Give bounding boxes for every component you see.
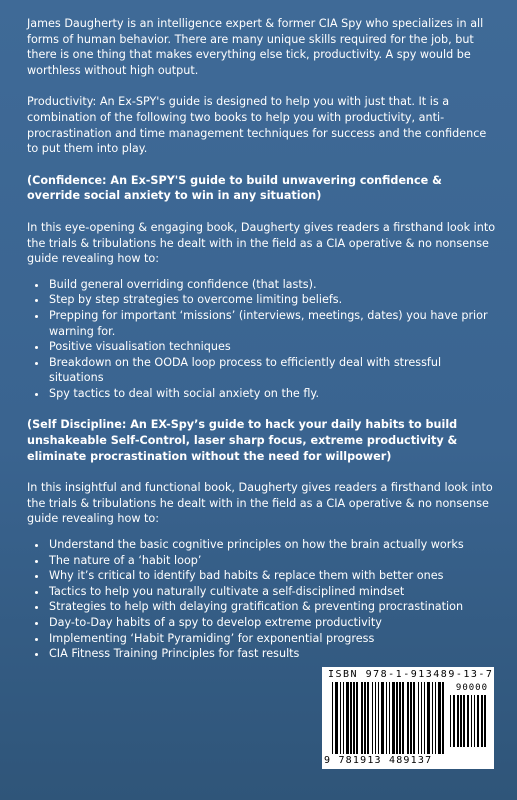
barcode-bar <box>484 695 486 747</box>
book1-bullet-list <box>27 277 497 402</box>
blurb-text <box>27 16 497 662</box>
list-item: • Build general overriding confidence (that lasts). <box>47 277 497 293</box>
book2-bullet-list <box>27 537 497 662</box>
barcode-bar <box>457 695 459 747</box>
book2-title: (Self Discipline: An EX-Spy’s guide to hack your daily habits to build unshakeable Self-Control, laser sharp focus, extreme productivity & eliminate procrastination without the need for willpower) <box>27 418 458 463</box>
intro-paragraph: James Daugherty is an intelligence expert & former CIA Spy who specializes in all forms of human behavior. There are many unique skills required for the job, but there is one thing that makes everything else tick, productivity. A spy would be worthless without high output. <box>27 17 484 77</box>
productivity-paragraph: Productivity: An Ex-SPY's guide is designed to help you with just that. It is a combination of the following two books to help you with productivity, anti-procrastination and time management techniques for success and the confidence to put them into play. <box>27 95 487 156</box>
barcode-bar <box>463 695 465 747</box>
barcode-bar <box>402 682 404 754</box>
barcode-bar <box>381 682 384 754</box>
addon-barcode-bars <box>450 695 488 747</box>
barcode-bar <box>477 695 479 747</box>
barcode-bar <box>427 682 430 754</box>
barcode-bar <box>481 695 483 747</box>
list-item: • Step by step strategies to overcome limiting beliefs. <box>47 292 497 308</box>
barcode-bar <box>413 682 415 754</box>
barcode-bar <box>418 682 419 754</box>
barcode-bar <box>474 695 475 747</box>
list-item: • Positive visualisation techniques <box>47 339 497 355</box>
barcode-bar <box>435 682 436 754</box>
barcode-bar <box>346 682 349 754</box>
barcode-bar <box>389 682 390 754</box>
barcode-bar <box>471 695 472 747</box>
list-item: • Breakdown on the OODA loop process to efficiently deal with stressful situations <box>47 355 497 386</box>
list-item: • CIA Fitness Training Principles for fast results <box>47 646 497 662</box>
barcode-bar <box>399 682 401 754</box>
list-item: • Day-to-Day habits of a spy to develop extreme productivity <box>47 615 497 631</box>
barcode-bar <box>335 682 338 754</box>
barcode-bar <box>460 695 462 747</box>
list-item: • Why it’s critical to identify bad habits & replace them with better ones <box>47 568 497 584</box>
barcode-bar <box>372 682 373 754</box>
price-code: 90000 <box>455 683 488 693</box>
barcode-bar <box>392 682 395 754</box>
barcode-bar <box>421 682 422 754</box>
barcode-bar <box>424 682 425 754</box>
barcode-bar <box>353 682 355 754</box>
barcode-bar <box>364 682 366 754</box>
book2-description: In this insightful and functional book, Daugherty gives readers a firsthand look into the trials & tribulations he dealt with in the field as a CIA operative & no nonsense guide revealing how to: <box>27 481 493 526</box>
barcode-bar <box>386 682 387 754</box>
barcode-bar <box>350 682 352 754</box>
barcode-bar <box>367 682 369 754</box>
barcode-bar <box>442 682 444 754</box>
barcode-bar <box>453 695 455 747</box>
list-item: • Implementing ‘Habit Pyramiding’ for exponential progress <box>47 631 497 647</box>
list-item: • The nature of a ‘habit loop’ <box>47 553 497 569</box>
barcode-bar <box>356 682 358 754</box>
barcode-bar <box>407 682 409 754</box>
barcode-bar <box>467 695 469 747</box>
barcode-bar <box>361 682 363 754</box>
barcode-bar <box>432 682 433 754</box>
isbn-barcode <box>322 667 494 769</box>
list-item: • Tactics to help you naturally cultivate a self-disciplined mindset <box>47 584 497 600</box>
barcode-bar <box>410 682 412 754</box>
list-item: • Spy tactics to deal with social anxiety on the fly. <box>47 386 497 402</box>
barcode-digits: 9 781913 489137 <box>324 755 433 766</box>
barcode-bar <box>340 682 341 754</box>
book1-description: In this eye-opening & engaging book, Daugherty gives readers a firsthand look into the trials & tribulations he dealt with in the field as a CIA operative & no nonsense guide revealing how to: <box>27 220 496 266</box>
isbn-text: ISBN 978-1-913489-13-7 <box>328 669 494 680</box>
barcode-bar <box>378 682 379 754</box>
barcode-bar <box>438 682 441 754</box>
list-item: • Strategies to help with delaying gratification & preventing procrastination <box>47 599 497 615</box>
barcode-bar <box>375 682 376 754</box>
barcode-bar <box>396 682 398 754</box>
list-item: • Prepping for important ‘missions’ (interviews, meetings, dates) you have prior warning for. <box>47 308 497 339</box>
book1-title: (Confidence: An Ex-SPY'S guide to build unwavering confidence & override social anxiety to win in any situation) <box>27 173 442 203</box>
list-item: • Understand the basic cognitive principles on how the brain actually works <box>47 537 497 553</box>
barcode-bar <box>450 695 451 747</box>
barcode-bar <box>332 682 333 754</box>
barcode-bars <box>332 682 444 754</box>
barcode-bar <box>343 682 344 754</box>
